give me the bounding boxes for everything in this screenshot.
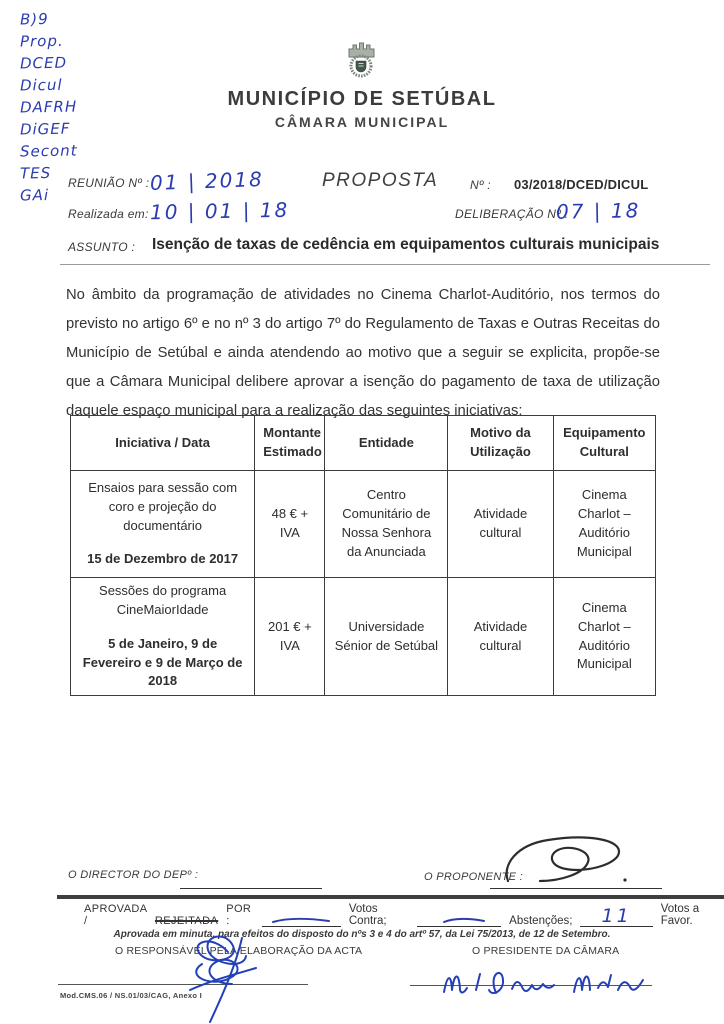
aprovada-label: APROVADA / [84,903,147,927]
presidente-label: O PRESIDENTE DA CÂMARA [472,945,620,957]
routing-item: TES [19,163,52,183]
realizada-handwritten-value: 10 | 01 | 18 [149,197,290,225]
routing-item: DCED [19,53,68,73]
cell-equipamento: Cinema Charlot – Auditório Municipal [553,471,655,578]
proponente-label: O PROPONENTE : [424,871,523,883]
form-reference: Mod.CMS.06 / NS.01/03/CAG, Anexo I [60,991,203,1000]
cell-iniciativa [71,471,255,578]
routing-item: Dicul [19,75,63,95]
numero-value: 03/2018/DCED/DICUL [514,177,649,192]
cell-entidade: Universidade Sénior de Setúbal [325,578,448,696]
votos-favor-label: Votos a Favor. [660,903,700,927]
proponente-signature [498,831,633,894]
col-header-equipamento: Equipamento Cultural [553,416,655,471]
iniciativa-date: 5 de Janeiro, 9 de Fevereiro e 9 de Março de 2018 [82,635,243,689]
col-header-iniciativa: Iniciativa / Data [71,416,255,471]
assunto-value: Isenção de taxas de cedência em equipamentos culturais municipais [152,236,660,253]
routing-item: Prop. [19,31,64,51]
abstencoes-field [417,910,501,927]
deliberacao-handwritten-value: 07 | 18 [555,198,641,224]
municipality-title: MUNICÍPIO DE SETÚBAL [227,88,497,110]
minuta-note: Aprovada em minuta, para efeitos do disposto do nºs 3 e 4 do artº 57, da Lei 75/2013, de 12 de Setembro. [113,929,611,940]
municipal-body-subtitle: CÂMARA MUNICIPAL [274,114,450,130]
col-header-entidade: Entidade [325,416,448,471]
assunto-label: ASSUNTO : [68,240,136,254]
section-divider [60,264,710,265]
deliberacao-label: DELIBERAÇÃO Nº : [455,207,569,221]
section-thick-divider [57,895,724,899]
approval-row [84,902,724,927]
setubal-coat-of-arms-icon [338,36,384,85]
routing-item: DAFRH [19,97,78,117]
table-row [71,471,656,578]
director-label: O DIRECTOR DO DEPº : [68,869,199,881]
presidente-signature [436,960,646,1003]
cell-entidade: Centro Comunitário de Nossa Senhora da Anunciada [325,471,448,578]
votos-contra-field [262,910,341,927]
reuniao-label: REUNIÃO Nº : [68,176,150,190]
rejeitada-label: REJEITADA [154,915,219,927]
votos-favor-field [580,902,652,927]
handwritten-dash [441,915,487,925]
routing-item: GAi [19,185,50,205]
document-title: PROPOSTA [322,170,439,191]
cell-equipamento: Cinema Charlot – Auditório Municipal [553,578,655,696]
responsavel-label: O RESPONSÁVEL PELA ELABORAÇÃO DA ACTA [115,945,363,957]
routing-item: B)9 [19,10,49,29]
routing-item: DiGEF [19,119,71,139]
cell-iniciativa [71,578,255,696]
table-header-row [71,416,656,471]
cell-montante: 48 € + IVA [255,471,325,578]
director-signature-line [180,888,322,889]
cell-montante: 201 € + IVA [255,578,325,696]
table-row [71,578,656,696]
abstencoes-label: Abstenções; [509,915,573,927]
cell-motivo: Atividade cultural [448,471,553,578]
iniciativa-date: 15 de Dezembro de 2017 [87,551,239,567]
por-label: POR : [226,903,252,927]
votos-contra-label: Votos Contra; [348,903,387,927]
col-header-montante: Montante Estimado [255,416,325,471]
numero-label: Nº : [470,178,491,192]
responsavel-signature [178,930,278,1024]
iniciativa-text: Ensaios para sessão com coro e projeção do documentário [88,479,238,533]
iniciativa-text: Sessões do programa CineMaiorIdade [99,583,227,617]
handwritten-dash [270,915,332,925]
reuniao-handwritten-value: 01 | 2018 [149,167,265,195]
col-header-motivo: Motivo da Utilização [448,416,553,471]
routing-item: Secont [19,141,78,161]
initiatives-table [70,415,656,696]
realizada-label: Realizada em: [68,207,149,221]
cell-motivo: Atividade cultural [448,578,553,696]
body-paragraph: No âmbito da programação de atividades no Cinema Charlot-Auditório, nos termos do previsto no artigo 6º e no nº 3 do artigo 7º do Regulamento de Taxas e Outras Receitas do Município de Setúbal e ainda atendendo ao motivo que a seguir se explicita, propõe-se que a Câmara Municipal delibere aprovar a isenção do pagamento de taxa de utilização daquele espaço municipal para a realização das seguintes iniciativas: [66,287,660,419]
votos-favor-handwritten-value: 11 [601,905,632,927]
